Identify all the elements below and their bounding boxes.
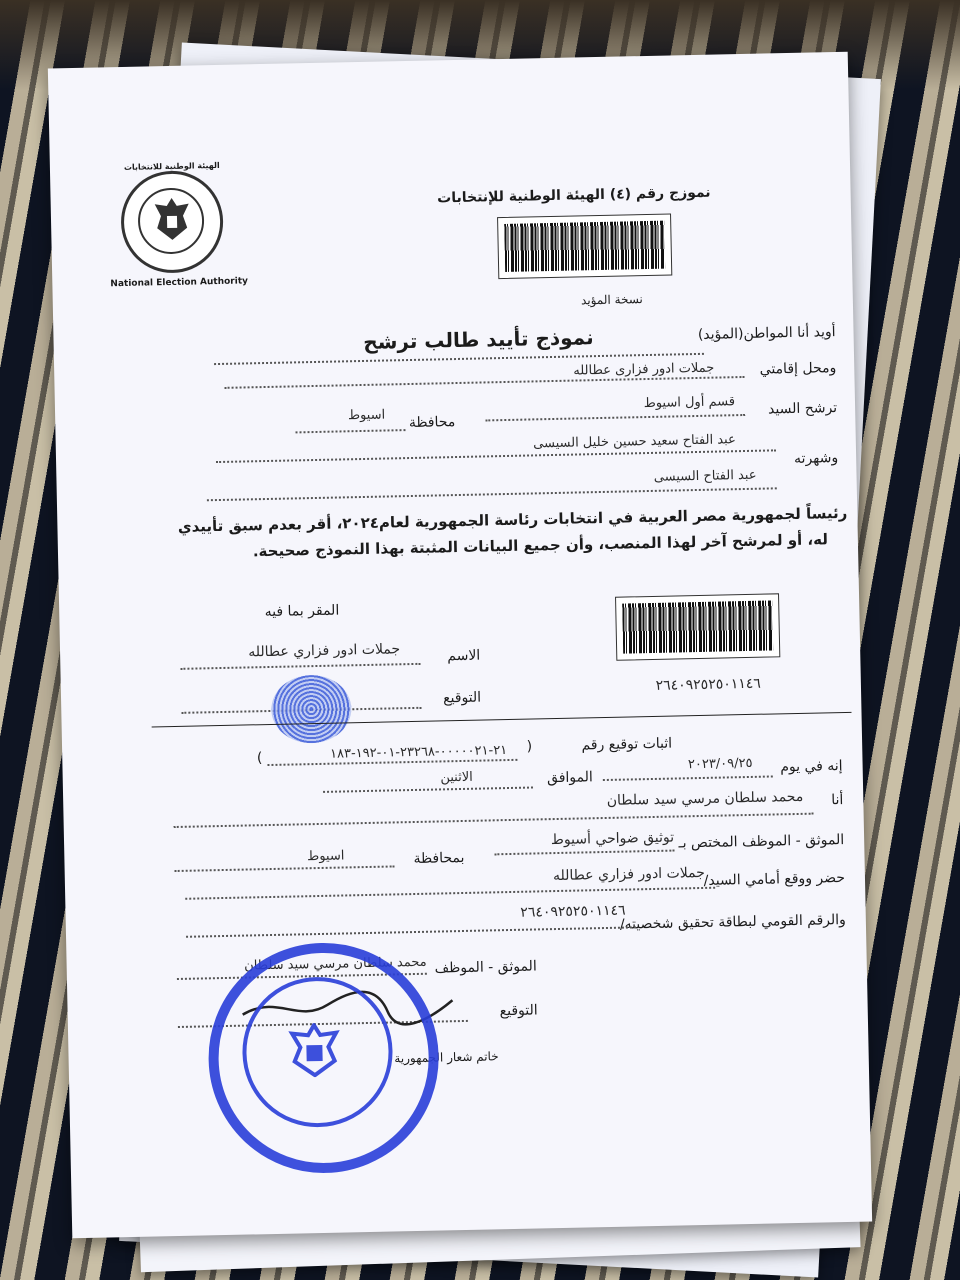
residence-line <box>225 376 745 389</box>
official-seal-stamp <box>206 941 441 1176</box>
record-value: ٢١-٠٠٠٠٠٢١-٢٣٢٦٨-٠١-١٩٢-١٨٣ <box>329 743 508 762</box>
nickname-line <box>207 487 777 501</box>
officer-role-label: الموثق - الموظف المختص بـ <box>678 831 845 852</box>
attended-line <box>185 887 715 900</box>
copy-label: نسخة المؤيد <box>580 292 643 308</box>
national-election-authority-logo <box>120 170 224 274</box>
nominee-label: ترشح السيد <box>767 400 838 418</box>
date-line <box>603 775 773 781</box>
governorate-label: محافظة <box>408 414 456 432</box>
barcode-bars <box>622 600 773 653</box>
declaration-line-2: له، أو لمرشح آخر لهذا المنصب، وأن جميع البيانات المثبتة بهذا النموذج صحيحة. <box>252 530 829 561</box>
weekday-line <box>323 787 533 793</box>
i-label: أنا <box>831 792 844 809</box>
seal-label: خاتم شعار الجمهورية <box>394 1049 499 1066</box>
endorsement-form-sheet <box>48 52 872 1238</box>
seal-eagle-icon <box>284 1023 345 1078</box>
nickname-label: وشهرته <box>793 450 839 467</box>
residence-value: قسم أول اسيوط <box>643 394 736 412</box>
office-governorate-line <box>175 865 395 872</box>
name-value: جملات ادور فزاري عطالله <box>248 641 401 661</box>
officer-label: الموثق - الموظف <box>434 958 537 977</box>
notary-signature-label: التوقيع <box>499 1002 538 1020</box>
section-divider <box>152 712 852 728</box>
attended-label: حضر ووقع أمامي السيد/ <box>703 869 846 889</box>
in-governorate-label: بمحافظة <box>413 849 465 868</box>
attended-value: جملات ادور فزاري عطالله <box>552 864 705 885</box>
national-id-line <box>186 926 636 937</box>
office-value: توثيق ضواحي أسيوط <box>550 829 675 849</box>
residence-label: ومحل إقامتي <box>759 360 837 378</box>
corresponding-label: الموافق <box>546 769 593 787</box>
residence-dotline <box>485 414 745 421</box>
governorate-dotline <box>295 429 405 433</box>
signer-national-id: ٢٦٤٠٩٢٥٢٥٠١١٤٦ <box>655 675 762 694</box>
nominee-value: عبد الفتاح سعيد حسين خليل السيسى <box>533 432 736 452</box>
signature-label: التوقيع <box>442 689 482 707</box>
top-barcode <box>497 213 672 279</box>
nickname-value: عبد الفتاح السيسى <box>653 467 757 485</box>
citizen-label: أويد أنا المواطن(المؤيد) <box>697 324 836 343</box>
name-label: الاسم <box>447 647 481 665</box>
barcode-bars <box>504 221 665 272</box>
national-id-value: ٢٦٤٠٩٢٥٢٥٠١١٤٦ <box>520 902 626 921</box>
declaration-line-1: رئيساً لجمهورية مصر العربية في انتخابات رئاسة الجمهورية لعام٢٠٢٤، أقر بعدم سبق تأييدي <box>177 503 848 536</box>
officer-line <box>174 813 814 828</box>
signer-barcode <box>615 593 780 660</box>
office-line <box>494 850 674 856</box>
signer-heading: المقر بما فيه <box>264 602 340 621</box>
governorate-value: اسيوط <box>347 407 386 424</box>
day-label: إنه في يوم <box>780 758 843 776</box>
form-number: نموزج رقم (٤) الهيئة الوطنية للإنتخابات <box>437 184 711 207</box>
eagle-emblem-icon <box>148 193 195 246</box>
name-line <box>180 663 420 670</box>
officer-sign-name: محمد سلطان مرسي سيد سلطان <box>244 954 427 974</box>
officer-name: محمد سلطان مرسي سيد سلطان <box>606 788 804 809</box>
citizen-value: جملات ادور فزارى عطالله <box>573 360 715 379</box>
office-governorate: اسيوط <box>307 848 345 865</box>
logo-arabic-text: الهيئة الوطنية للانتخابات <box>123 160 220 172</box>
date-value: ٢٠٢٣/٠٩/٢٥ <box>687 755 753 773</box>
weekday-value: الاثنين <box>440 769 473 786</box>
fingerprint <box>271 674 352 744</box>
nominee-line <box>216 449 776 463</box>
national-id-label: والرقم القومي لبطاقة تحقيق شخصيته/ <box>619 911 847 933</box>
record-open: ( <box>526 738 533 755</box>
record-close: ) <box>256 750 263 767</box>
logo-english-text: National Election Authority <box>110 276 249 290</box>
record-label: اثبات توقيع رقم <box>581 735 673 754</box>
page-title: نموذج تأييد طالب ترشح <box>363 325 594 354</box>
